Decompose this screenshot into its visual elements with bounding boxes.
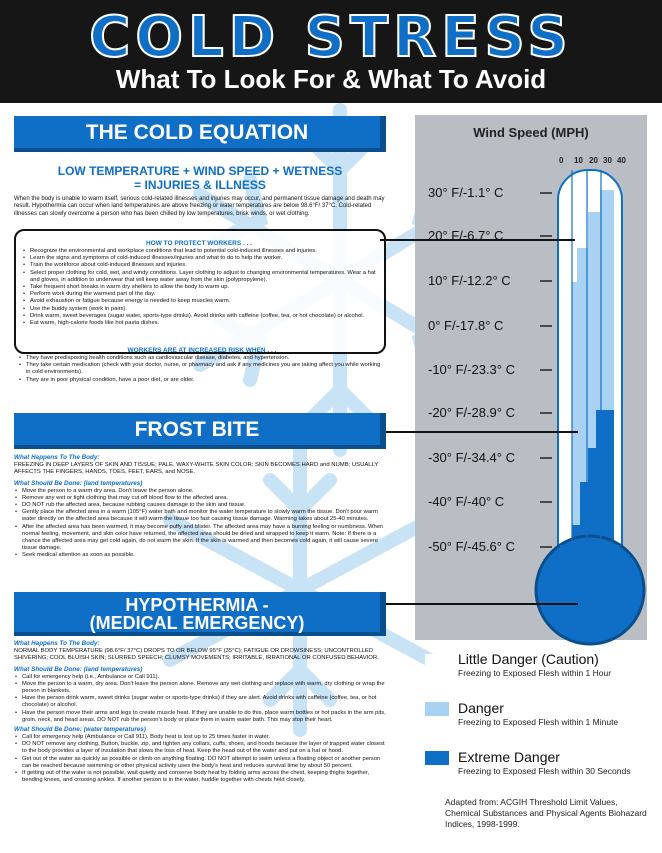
temp-label: 30° F/-1.1° C bbox=[428, 185, 504, 200]
list-item: • Drink warm, sweet beverages (sugar water, sports-type drinks). Avoid drinks with caffeine (coffee, tea, or hot chocolate) or alcohol. bbox=[22, 313, 376, 320]
frost-bite-section bbox=[14, 454, 386, 560]
temp-label: -10° F/-23.3° C bbox=[428, 362, 515, 377]
list-item: • Avoid exhaustion or fatigue because energy is needed to keep muscles warm. bbox=[22, 298, 376, 305]
legend-sub: Freezing to Exposed Flesh within 1 Hour bbox=[458, 668, 612, 678]
legend-title: Extreme Danger bbox=[458, 749, 560, 765]
source-credit: Adapted from: ACGIH Threshold Limit Values, Chemical Substances and Physical Agents Biohazard Indices, 1998-1999. bbox=[445, 797, 647, 829]
protect-heading: HOW TO PROTECT WORKERS . . . bbox=[145, 240, 253, 247]
risk-section bbox=[18, 346, 386, 384]
hypothermia-title bbox=[14, 592, 386, 636]
hypo-land-list bbox=[14, 674, 386, 724]
risk-list bbox=[18, 355, 386, 384]
page-title: COLD STRESS bbox=[89, 5, 573, 70]
frost-happens-text: FREEZING IN DEEP LAYERS OF SKIN AND TISSUE; PALE, WAXY-WHITE SKIN COLOR; SKIN BECOMES HARD and NUMB; USUALLY AFFECTS THE FINGERS, HANDS, TOES, FEET, EARS, and NOSE. bbox=[14, 462, 379, 476]
cold-equation-intro: When the body is unable to warm itself, serious cold-related illnesses and injuries may occur, and permanent tissue damage and death may result. Hypothermia can occur when land temperatures are above freezing or water temperatures are below 98.6°F/ 37°C. Cold-related illnesses can slowly overcome a person who has been chilled by low temperatures, brisk winds, or wet clothing. bbox=[14, 196, 385, 217]
hypo-water-list bbox=[14, 734, 386, 784]
cold-equation-title: THE COLD EQUATION bbox=[14, 116, 386, 152]
legend-sub: Freezing to Exposed Flesh within 1 Minute bbox=[458, 717, 619, 727]
legend-sub: Freezing to Exposed Flesh within 30 Seconds bbox=[458, 766, 631, 776]
legend-swatch-danger bbox=[425, 702, 449, 716]
temp-label: 20° F/-6.7° C bbox=[428, 228, 504, 243]
legend-swatch-little-danger bbox=[425, 654, 449, 668]
list-item: • Have the person move their arms and legs to create muscle heat. If they are unable to do this, place warm bottles or hot packs in the arm pits, groin, neck, and head areas. DO NOT rub the person's body or place them in warm water bath. This may stop their heart. bbox=[14, 710, 386, 724]
list-item: • Train the workforce about cold-induced illnesses and injuries. bbox=[22, 262, 376, 269]
list-item: • Call for emergency help (i.e., Ambulance or Call 911). bbox=[14, 674, 386, 681]
list-item: • Recognize the environmental and workplace conditions that lead to potential cold-induced illnesses and injuries. bbox=[22, 248, 376, 255]
list-item: • DO NOT remove any clothing. Button, buckle, zip, and tighten any collars, cuffs, shoes, and hoods because the layer of trapped water closest to the body provides a layer of insulation that slows the loss of heat. Keep the head out of the water and put on a hat or hood. bbox=[14, 741, 386, 755]
list-item: • DO NOT rub the affected area, because rubbing causes damage to the skin and tissue. bbox=[14, 502, 386, 509]
frost-happens-label: What Happens To The Body: bbox=[14, 454, 100, 461]
legend-title: Danger bbox=[458, 700, 504, 716]
temp-label: -40° F/-40° C bbox=[428, 494, 505, 509]
hypothermia-title-line: HYPOTHERMIA - bbox=[125, 595, 269, 615]
scale-tick: 0 bbox=[559, 156, 564, 165]
list-item: • Perform work during the warmest part of the day. bbox=[22, 291, 376, 298]
header-banner bbox=[0, 0, 662, 103]
scale-tick: 40 bbox=[617, 156, 626, 165]
temp-label: -50° F/-45.6° C bbox=[428, 539, 515, 554]
temp-label: -30° F/-34.4° C bbox=[428, 450, 515, 465]
list-item: • Gently place the affected area in a warm (105°F) water bath and monitor the water temperature to slowly warm the tissue. Don't pour warm water directly on the affected area because it will warm the tissue too fast causing tissue damage. Warming takes about 25-40 minutes. bbox=[14, 509, 386, 523]
list-item: • Take frequent short breaks in warm dry shelters to allow the body to warm up. bbox=[22, 284, 376, 291]
hypothermia-section bbox=[14, 640, 386, 784]
legend-swatch-extreme-danger bbox=[425, 751, 449, 765]
list-item: • Move the person to a warm, dry area. Don't leave the person alone. Remove any wet clothing and replace with warm, dry clothing or wrap the person in blankets. bbox=[14, 681, 386, 695]
risk-heading: WORKERS ARE AT INCREASED RISK WHEN . . . bbox=[127, 347, 277, 354]
list-item: • Learn the signs and symptoms of cold-induced illnesses/injuries and what to do to help the worker. bbox=[22, 255, 376, 262]
list-item: • Seek medical attention as soon as possible. bbox=[14, 552, 386, 559]
frost-bite-title: FROST BITE bbox=[14, 413, 386, 449]
wind-speed-title: Wind Speed (MPH) bbox=[473, 125, 589, 140]
cold-equation-formula bbox=[14, 164, 386, 192]
protect-workers-box bbox=[14, 229, 386, 354]
temp-label: 0° F/-17.8° C bbox=[428, 318, 504, 333]
frost-list bbox=[14, 488, 386, 560]
list-item: • Call for emergency help (Ambulance or Call 911). Body heat is lost up to 25 times faster in water. bbox=[14, 734, 386, 741]
protect-list bbox=[22, 248, 376, 327]
frost-done-label: What Should Be Done: (land temperatures) bbox=[14, 479, 143, 487]
hypothermia-title-line: (MEDICAL EMERGENCY) bbox=[89, 613, 305, 633]
list-item: • They are in poor physical condition, have a poor diet, or are older. bbox=[18, 377, 386, 384]
list-item: • After the affected area has been warmed, it may become puffy and blister. The affected area may have a burning feeling or numbness. When normal feeling, movement, and skin color have returned, the affected area should be dried and wrapped to keep it warm. Note: If there is a chance the affected area may get cold again, do not warm the skin. If the skin is warmed and then becomes cold again, it will cause severe tissue damage. bbox=[14, 524, 386, 553]
hypo-water-label: What Should Be Done: (water temperatures) bbox=[14, 726, 146, 734]
list-item: • Remove any wet or tight clothing that may cut off blood flow to the affected area. bbox=[14, 495, 386, 502]
scale-tick: 30 bbox=[603, 156, 612, 165]
temp-label: -20° F/-28.9° C bbox=[428, 405, 515, 420]
legend-title: Little Danger (Caution) bbox=[458, 651, 599, 667]
hypo-happens-label: What Happens To The Body: bbox=[14, 640, 100, 647]
list-item: • Select proper clothing for cold, wet, and windy conditions. Layer clothing to adjust to changing environmental temperatures. Wear a hat and gloves, in addition to underwear that will keep water away from the skin (polypropylene). bbox=[22, 270, 376, 284]
formula-line: LOW TEMPERATURE + WIND SPEED + WETNESS bbox=[57, 164, 343, 178]
hypo-land-label: What Should Be Done: (land temperatures) bbox=[14, 665, 143, 673]
formula-line: = INJURIES & ILLNESS bbox=[134, 178, 266, 192]
temp-label: 10° F/-12.2° C bbox=[428, 273, 511, 288]
hypo-happens-text: NORMAL BODY TEMPERATURE (98.6°F/ 37°C) DROPS TO OR BELOW 95°F (35°C); FATIGUE OR DROWSINESS; UNCONTROLLED SHIVERING; COOL BLUISH SKIN; SLURRED SPEECH; CLUMSY MOVEMENTS; IRRITABLE, IRRATIONAL OR CONFUSED BEHAVIOR. bbox=[14, 648, 379, 662]
list-item: • If getting out of the water is not possible, wait quietly and conserve body heat by folding arms across the chest, keeping thighs together, bending knees, and crossing ankles. If another person is in the water, huddle together with chests held closely. bbox=[14, 770, 386, 784]
list-item: • Eat warm, high-calorie foods like hot pasta dishes. bbox=[22, 320, 376, 327]
scale-tick: 20 bbox=[589, 156, 598, 165]
list-item: • Get out of the water as quickly as possible or climb on anything floating. DO NOT attempt to swim unless a floating object or another person can be reached because swimming or other physical activity uses the body's heat and reduces survival time by about 50 percent. bbox=[14, 756, 386, 770]
scale-tick: 10 bbox=[574, 156, 583, 165]
list-item: • They have predisposing health conditions such as cardiovascular disease, diabetes, and hypertension. bbox=[18, 355, 386, 362]
list-item: • Use the buddy system (work in pairs). bbox=[22, 306, 376, 313]
list-item: • Move the person to a warm dry area. Don't leave the person alone. bbox=[14, 488, 386, 495]
page-subtitle: What To Look For & What To Avoid bbox=[115, 64, 547, 94]
list-item: • They take certain medication (check with your doctor, nurse, or pharmacy and ask if any medicines you are taking affect you while working in cold environments). bbox=[18, 362, 386, 376]
list-item: • Have the person drink warm, sweet drinks (sugar water or sports-type drinks) if they are alert. Avoid drinks with caffeine (coffee, tea, or hot chocolate) or alcohol. bbox=[14, 695, 386, 709]
